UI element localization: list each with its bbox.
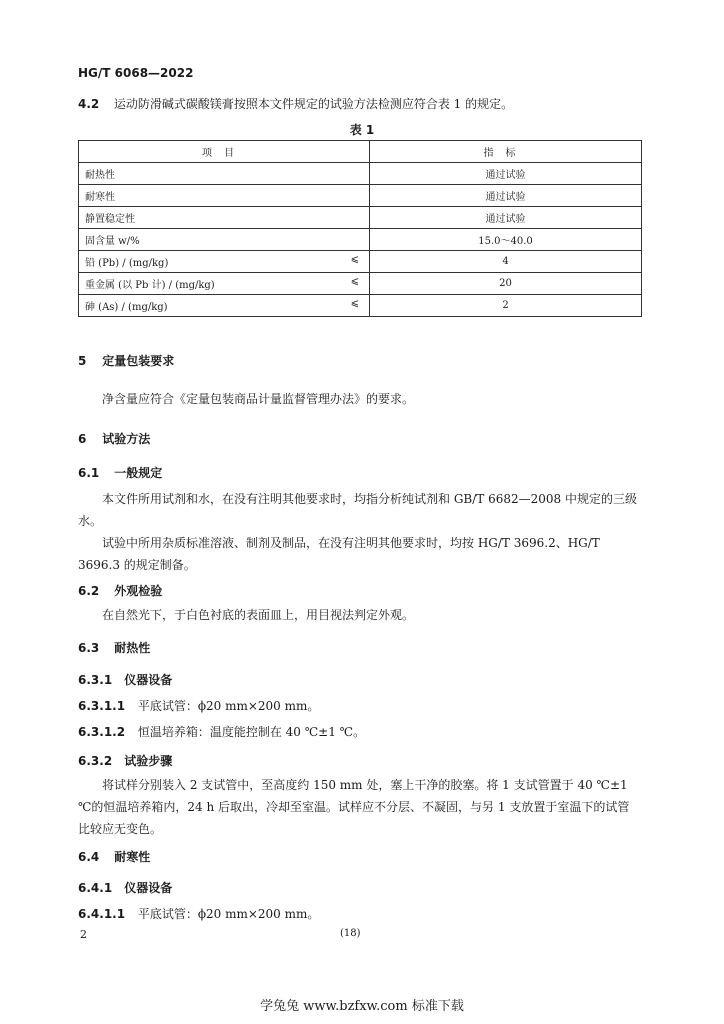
section-6-3-heading: [78, 639, 150, 656]
section-6-3-2-heading: [78, 752, 172, 769]
section-title: 耐热性: [114, 641, 151, 655]
row-value: 15.0～40.0: [370, 229, 642, 251]
table-title: 表 1: [349, 123, 375, 137]
section-6-4-1-1: [78, 905, 319, 922]
page-number: 2: [80, 928, 87, 941]
section-number: 6: [78, 432, 87, 446]
section-title: 定量包装要求: [102, 354, 175, 368]
section-6-3-1-heading: [78, 671, 172, 688]
clause-number: 6.4.1.1: [78, 907, 126, 921]
section-6-2-text: 在自然光下，于白色衬底的表面皿上，用目视法判定外观。: [102, 608, 415, 622]
section-title: 试验方法: [102, 432, 151, 446]
clause-4-2: [78, 95, 513, 112]
less-equal-symbol: ⩽: [350, 276, 359, 287]
row-item: 静置稳定性: [79, 207, 370, 229]
row-value: 2: [370, 295, 642, 317]
row-item: 重金属 (以 Pb 计) / (mg/kg): [85, 280, 215, 291]
row-item: 固含量 w/%: [79, 229, 370, 251]
table-row: [79, 207, 642, 229]
row-value: 4: [370, 251, 642, 273]
table-row: [79, 229, 642, 251]
row-item-cell: [79, 251, 370, 273]
section-6-1-para-2: 试验中所用杂质标准溶液、制剂及制品，在没有注明其他要求时，均按 HG/T 3696.2、HG/T 3696.3 的规定制备。: [78, 536, 600, 572]
row-item: 砷 (As) / (mg/kg): [85, 302, 168, 313]
section-number: 5: [78, 354, 87, 368]
section-6-4-1-heading: [78, 879, 172, 896]
document-code: HG/T 6068—2022: [78, 66, 194, 80]
row-item: 铅 (Pb) / (mg/kg): [85, 258, 169, 269]
less-equal-symbol: ⩽: [350, 298, 359, 309]
section-title: 仪器设备: [124, 881, 173, 895]
table-row: [79, 273, 642, 295]
section-number: 6.3.1: [78, 673, 113, 687]
row-value: 20: [370, 273, 642, 295]
spec-table: [78, 140, 642, 317]
section-title: 一般规定: [114, 466, 163, 480]
table-header-row: [79, 141, 642, 163]
row-item-cell: [79, 295, 370, 317]
section-6-2-heading: [78, 582, 162, 599]
section-6-3-2-text: 将试样分别装入 2 支试管中，至高度约 150 mm 处，塞上干净的胶塞。将 1 支试管置于 40 ℃±1 ℃的恒温培养箱内，24 h 后取出，冷却至室温。试样应不分层、不凝固，与另 1 支放置于室温下的试管比较应无变色。: [78, 778, 630, 836]
row-item: 耐寒性: [79, 185, 370, 207]
section-6-4-heading: [78, 848, 150, 865]
row-value: 通过试验: [370, 163, 642, 185]
section-number: 6.3.2: [78, 754, 113, 768]
header-value: 指标: [370, 141, 642, 163]
page-footer-center: (18): [340, 928, 361, 939]
section-6-1-para-1: 本文件所用试剂和水，在没有注明其他要求时，均指分析纯试剂和 GB/T 6682—2008 中规定的三级水。: [78, 492, 637, 528]
clause-text: 恒温培养箱：温度能控制在 40 ℃±1 ℃。: [137, 725, 366, 739]
section-number: 6.3: [78, 641, 100, 655]
row-item-cell: [79, 273, 370, 295]
clause-text: 运动防滑碱式碳酸镁膏按照本文件规定的试验方法检测应符合表 1 的规定。: [113, 97, 514, 111]
section-number: 6.4: [78, 850, 100, 864]
watermark: 学兔兔 www.bzfxw.com 标准下载: [260, 999, 464, 1014]
clause-number: 6.3.1.2: [78, 725, 126, 739]
table-row: [79, 295, 642, 317]
clause-text: 平底试管：ϕ20 mm×200 mm。: [137, 907, 320, 921]
section-title: 外观检验: [114, 584, 163, 598]
section-title: 耐寒性: [114, 850, 151, 864]
section-title: 仪器设备: [124, 673, 173, 687]
section-5-text: 净含量应符合《定量包装商品计量监督管理办法》的要求。: [102, 392, 415, 406]
section-number: 6.2: [78, 584, 100, 598]
row-value: 通过试验: [370, 185, 642, 207]
row-item: 耐热性: [79, 163, 370, 185]
table-row: [79, 163, 642, 185]
clause-text: 平底试管：ϕ20 mm×200 mm。: [137, 699, 320, 713]
section-number: 6.1: [78, 466, 100, 480]
section-number: 6.4.1: [78, 881, 113, 895]
row-value: 通过试验: [370, 207, 642, 229]
clause-number: 6.3.1.1: [78, 699, 126, 713]
clause-number: 4.2: [78, 97, 100, 111]
section-5-heading: [78, 352, 174, 369]
table-row: [79, 185, 642, 207]
section-title: 试验步骤: [124, 754, 173, 768]
table-row: [79, 251, 642, 273]
section-6-1-heading: [78, 464, 162, 481]
section-6-3-1-1: [78, 697, 319, 714]
section-6-heading: [78, 430, 150, 447]
section-6-3-1-2: [78, 723, 365, 740]
less-equal-symbol: ⩽: [350, 254, 359, 265]
header-item: 项目: [79, 141, 370, 163]
